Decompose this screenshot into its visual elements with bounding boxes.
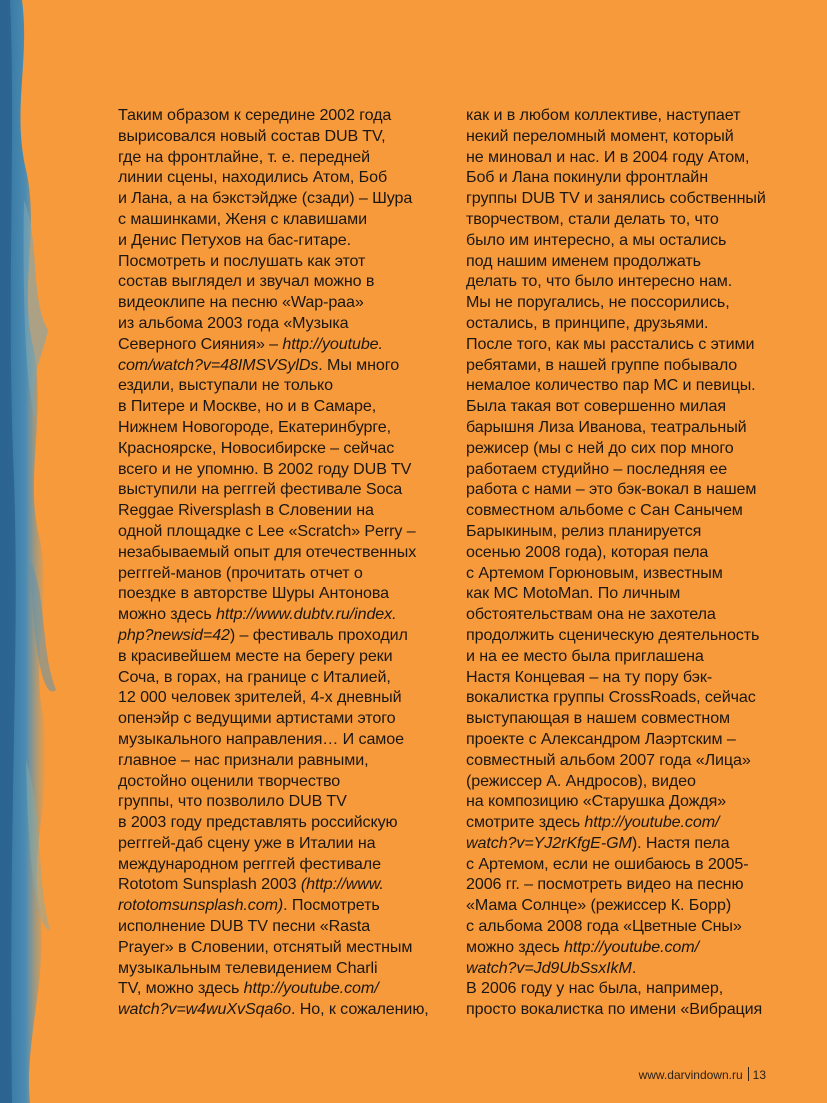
text-run: Северного Сияния» – <box>118 334 283 353</box>
text-run: главное – нас признали равными, <box>118 750 369 769</box>
text-line <box>118 209 436 230</box>
text-line <box>466 771 786 792</box>
text-line <box>466 271 786 292</box>
text-line <box>466 729 786 750</box>
text-line <box>118 604 436 625</box>
text-line <box>118 500 436 521</box>
text-line <box>466 625 786 646</box>
text-line <box>466 126 786 147</box>
url-link-text: watch?v=YJ2rKfgE-GM <box>466 833 632 852</box>
text-line <box>118 854 436 875</box>
text-run: Была такая вот совершенно милая <box>466 397 726 416</box>
text-line <box>466 999 786 1020</box>
text-run: осенью 2008 года), которая пела <box>466 542 709 561</box>
url-link-text: http://youtube.com/ <box>584 813 720 832</box>
text-line <box>466 978 786 999</box>
text-run: работа с нами – это бэк-вокал в нашем <box>466 480 757 499</box>
text-line <box>118 771 436 792</box>
url-link-text: http://youtube. <box>282 334 383 353</box>
text-line <box>466 667 786 688</box>
text-line <box>466 812 786 833</box>
text-line <box>118 417 436 438</box>
url-link-text: rototomsunsplash.com) <box>118 896 284 915</box>
text-run: выступающая в нашем совместном <box>466 709 731 728</box>
text-run: (режиссер А. Андросов), видео <box>466 771 696 790</box>
url-link-text: http://youtube.com/ <box>243 979 379 998</box>
url-link-text: http://www.dubtv.ru/index. <box>215 605 397 624</box>
text-run: ребятами, в нашей группе побывало <box>466 355 738 374</box>
text-run: в 2003 году представлять российскую <box>118 813 398 832</box>
text-line <box>118 230 436 251</box>
text-run: линии сцены, находились Атом, Боб <box>118 168 388 187</box>
text-line <box>466 791 786 812</box>
text-run: с Артемом Горюновым, известным <box>466 563 723 582</box>
text-line <box>466 105 786 126</box>
text-run: исполнение DUB TV песни «Rasta <box>118 917 371 936</box>
text-run: . Мы много <box>318 355 400 374</box>
text-line <box>118 625 436 646</box>
text-line <box>466 521 786 542</box>
text-run: в красивейшем месте на берегу реки <box>118 646 393 665</box>
text-run: . Но, к сожалению, <box>291 1000 429 1019</box>
text-line <box>118 812 436 833</box>
text-line <box>118 895 436 916</box>
text-line <box>466 188 786 209</box>
text-run: просто вокалистка по имени «Вибрация <box>466 1000 763 1019</box>
text-run: и Денис Петухов на бас-гитаре. <box>118 230 352 249</box>
text-run: состав выглядел и звучал можно в <box>118 272 375 291</box>
text-line <box>466 334 786 355</box>
text-run: всего и не упомню. В 2002 году DUB TV <box>118 459 412 478</box>
text-run: совместный альбом 2007 года «Лица» <box>466 750 751 769</box>
text-run: как МС MotoMan. По личным <box>466 584 681 603</box>
page-footer <box>600 1067 766 1087</box>
text-line <box>118 916 436 937</box>
text-run: где на фронтлайне, т. е. передней <box>118 147 370 166</box>
text-run: незабываемый опыт для отечественных <box>118 542 417 561</box>
text-run: смотрите здесь <box>466 813 585 832</box>
url-link-text: (http://www. <box>300 875 384 894</box>
text-line <box>466 396 786 417</box>
footer-divider <box>748 1067 749 1081</box>
text-run: Барыкиным, релиз планируется <box>466 521 702 540</box>
text-line <box>118 375 436 396</box>
text-run: не миновал и нас. И в 2004 году Атом, <box>466 147 750 166</box>
text-line <box>118 521 436 542</box>
url-link-text: php?newsid=42 <box>118 625 230 644</box>
text-line <box>118 167 436 188</box>
text-line <box>118 459 436 480</box>
text-line <box>466 230 786 251</box>
text-line <box>466 583 786 604</box>
text-line <box>118 958 436 979</box>
text-run: проекте с Александром Лаэртским – <box>466 729 736 748</box>
text-line <box>118 313 436 334</box>
text-run: как и в любом коллективе, наступает <box>466 106 741 124</box>
text-run: опенэйр с ведущими артистами этого <box>118 709 396 728</box>
text-run: Prayer» в Словении, отснятый местным <box>118 937 413 956</box>
text-line <box>118 542 436 563</box>
url-link-text: com/watch?v=48IMSVSylDs <box>118 355 319 374</box>
text-line <box>466 500 786 521</box>
text-run: Мы не поругались, не поссорились, <box>466 293 730 312</box>
text-run: 2006 гг. – посмотреть видео на песню <box>466 875 744 894</box>
text-run: музыкального направления… И самое <box>118 729 404 748</box>
text-run: группы DUB TV и занялись собственный <box>466 189 766 208</box>
text-run: на композицию «Старушка Дождя» <box>466 792 727 811</box>
text-line <box>118 355 436 376</box>
text-run: музыкальным телевидением Charli <box>118 958 378 977</box>
text-line <box>118 147 436 168</box>
text-run: вокалистка группы CrossRoads, сейчас <box>466 688 756 707</box>
text-run: регггей-даб сцену уже в Италии на <box>118 833 376 852</box>
text-run: ездили, выступали не только <box>118 376 333 395</box>
page-number: 13 <box>752 1068 766 1082</box>
text-run: видеоклипе на песню «Wap-раа» <box>118 293 364 312</box>
text-run: совместном альбоме с Сан Санычем <box>466 501 743 520</box>
text-run: . Посмотреть <box>283 896 380 915</box>
text-line <box>118 978 436 999</box>
text-run: и на ее место была приглашена <box>466 646 704 665</box>
text-run: из альбома 2003 года «Музыка <box>118 313 349 332</box>
text-line <box>466 646 786 667</box>
text-line <box>118 271 436 292</box>
text-run: регггей-манов (прочитать отчет о <box>118 563 363 582</box>
article-column-right <box>466 105 786 1020</box>
text-line <box>466 251 786 272</box>
text-line <box>466 479 786 500</box>
text-line <box>118 292 436 313</box>
text-run: в Питере и Москве, но и в Самаре, <box>118 397 377 416</box>
text-line <box>466 750 786 771</box>
text-line <box>466 147 786 168</box>
text-run: поездке в авторстве Шуры Антонова <box>118 584 390 603</box>
text-line <box>118 874 436 895</box>
text-line <box>466 833 786 854</box>
text-run: Красноярске, Новосибирске – сейчас <box>118 438 395 457</box>
text-line <box>466 687 786 708</box>
text-run: было им интересно, а мы остались <box>466 230 727 249</box>
text-run: Соча, в горах, на границе с Италией, <box>118 667 391 686</box>
text-run: можно здесь <box>118 605 216 624</box>
text-run: режисер (мы с ней до сих пор много <box>466 438 734 457</box>
text-line <box>466 958 786 979</box>
text-run: с Артемом, если не ошибаюсь в 2005- <box>466 854 749 873</box>
text-line <box>118 750 436 771</box>
text-line <box>118 791 436 812</box>
text-line <box>118 667 436 688</box>
text-line <box>118 396 436 417</box>
text-run: работаем студийно – последняя ее <box>466 459 728 478</box>
text-line <box>118 833 436 854</box>
text-run: международном регггей фестивале <box>118 854 381 873</box>
text-line <box>466 937 786 958</box>
text-line <box>466 355 786 376</box>
blue-paint-stroke-decoration <box>0 0 110 1103</box>
text-run: ). Настя пела <box>631 833 730 852</box>
text-run: остались, в принципе, друзьями. <box>466 313 709 332</box>
url-link-text: watch?v=w4wuXvSqa6o <box>118 1000 292 1019</box>
text-run: Посмотреть и послушать как этот <box>118 251 366 270</box>
text-line <box>118 708 436 729</box>
text-run: и Лана, а на бэкстэйдже (сзади) – Шура <box>118 189 413 208</box>
text-line <box>466 895 786 916</box>
text-line <box>118 563 436 584</box>
text-line <box>118 188 436 209</box>
text-run: барышня Лиза Иванова, театральный <box>466 417 747 436</box>
text-run: некий переломный момент, который <box>466 126 734 145</box>
text-run: с машинками, Женя с клавишами <box>118 209 367 228</box>
text-run: «Мама Солнце» (режиссер К. Борр) <box>466 896 732 915</box>
text-run: одной площадке с Lee «Scratch» Perry – <box>118 521 416 540</box>
text-run: обстоятельствам она не захотела <box>466 605 716 624</box>
text-run: продолжить сценическую деятельность <box>466 625 760 644</box>
url-link-text: http://youtube.com/ <box>563 937 699 956</box>
text-line <box>118 646 436 667</box>
text-line <box>466 563 786 584</box>
text-line <box>466 874 786 895</box>
text-line <box>466 459 786 480</box>
text-run: 12 000 человек зрителей, 4-х дневный <box>118 688 402 707</box>
text-line <box>118 687 436 708</box>
article-column-left <box>118 105 436 1020</box>
text-line <box>466 708 786 729</box>
text-line <box>118 126 436 147</box>
text-line <box>118 105 436 126</box>
text-run: Нижнем Новогороде, Екатеринбурге, <box>118 417 391 436</box>
text-run: вырисовался новый состав DUB TV, <box>118 126 386 145</box>
text-line <box>118 583 436 604</box>
text-line <box>118 438 436 459</box>
text-run: немалое количество пар МС и певицы. <box>466 376 756 395</box>
text-line <box>466 292 786 313</box>
text-run: можно здесь <box>466 937 564 956</box>
text-line <box>466 604 786 625</box>
text-run: Reggae Riversplash в Словении на <box>118 501 374 520</box>
text-run: Боб и Лана покинули фронтлайн <box>466 168 708 187</box>
text-line <box>466 167 786 188</box>
text-run: После того, как мы расстались с этими <box>466 334 755 353</box>
text-run: с альбома 2008 года «Цветные Сны» <box>466 917 742 936</box>
text-line <box>466 854 786 875</box>
website-url: www.darvindown.ru <box>638 1068 743 1082</box>
text-run: Rototom Sunsplash 2003 <box>118 875 301 894</box>
text-line <box>466 313 786 334</box>
text-line <box>466 916 786 937</box>
text-line <box>118 334 436 355</box>
text-line <box>118 479 436 500</box>
text-line <box>118 999 436 1020</box>
text-run: . <box>631 958 637 977</box>
text-run: TV, можно здесь <box>118 979 244 998</box>
text-line <box>466 438 786 459</box>
text-line <box>466 417 786 438</box>
text-line <box>466 375 786 396</box>
text-run: В 2006 году у нас была, например, <box>466 979 724 998</box>
text-run: творчеством, стали делать то, что <box>466 209 719 228</box>
text-run: группы, что позволило DUB TV <box>118 792 347 811</box>
text-run: достойно оценили творчество <box>118 771 341 790</box>
text-run: делать то, что было интересно нам. <box>466 272 733 291</box>
text-run: под нашим именем продолжать <box>466 251 701 270</box>
url-link-text: watch?v=Jd9UbSsxIkM <box>466 958 632 977</box>
text-run: выступили на регггей фестивале Soca <box>118 480 403 499</box>
text-line <box>466 542 786 563</box>
text-line <box>118 251 436 272</box>
text-line <box>118 937 436 958</box>
text-run: ) – фестиваль проходил <box>229 625 408 644</box>
text-run: Таким образом к середине 2002 года <box>118 106 392 124</box>
text-line <box>118 729 436 750</box>
text-run: Настя Концевая – на ту пору бэк- <box>466 667 713 686</box>
text-line <box>466 209 786 230</box>
